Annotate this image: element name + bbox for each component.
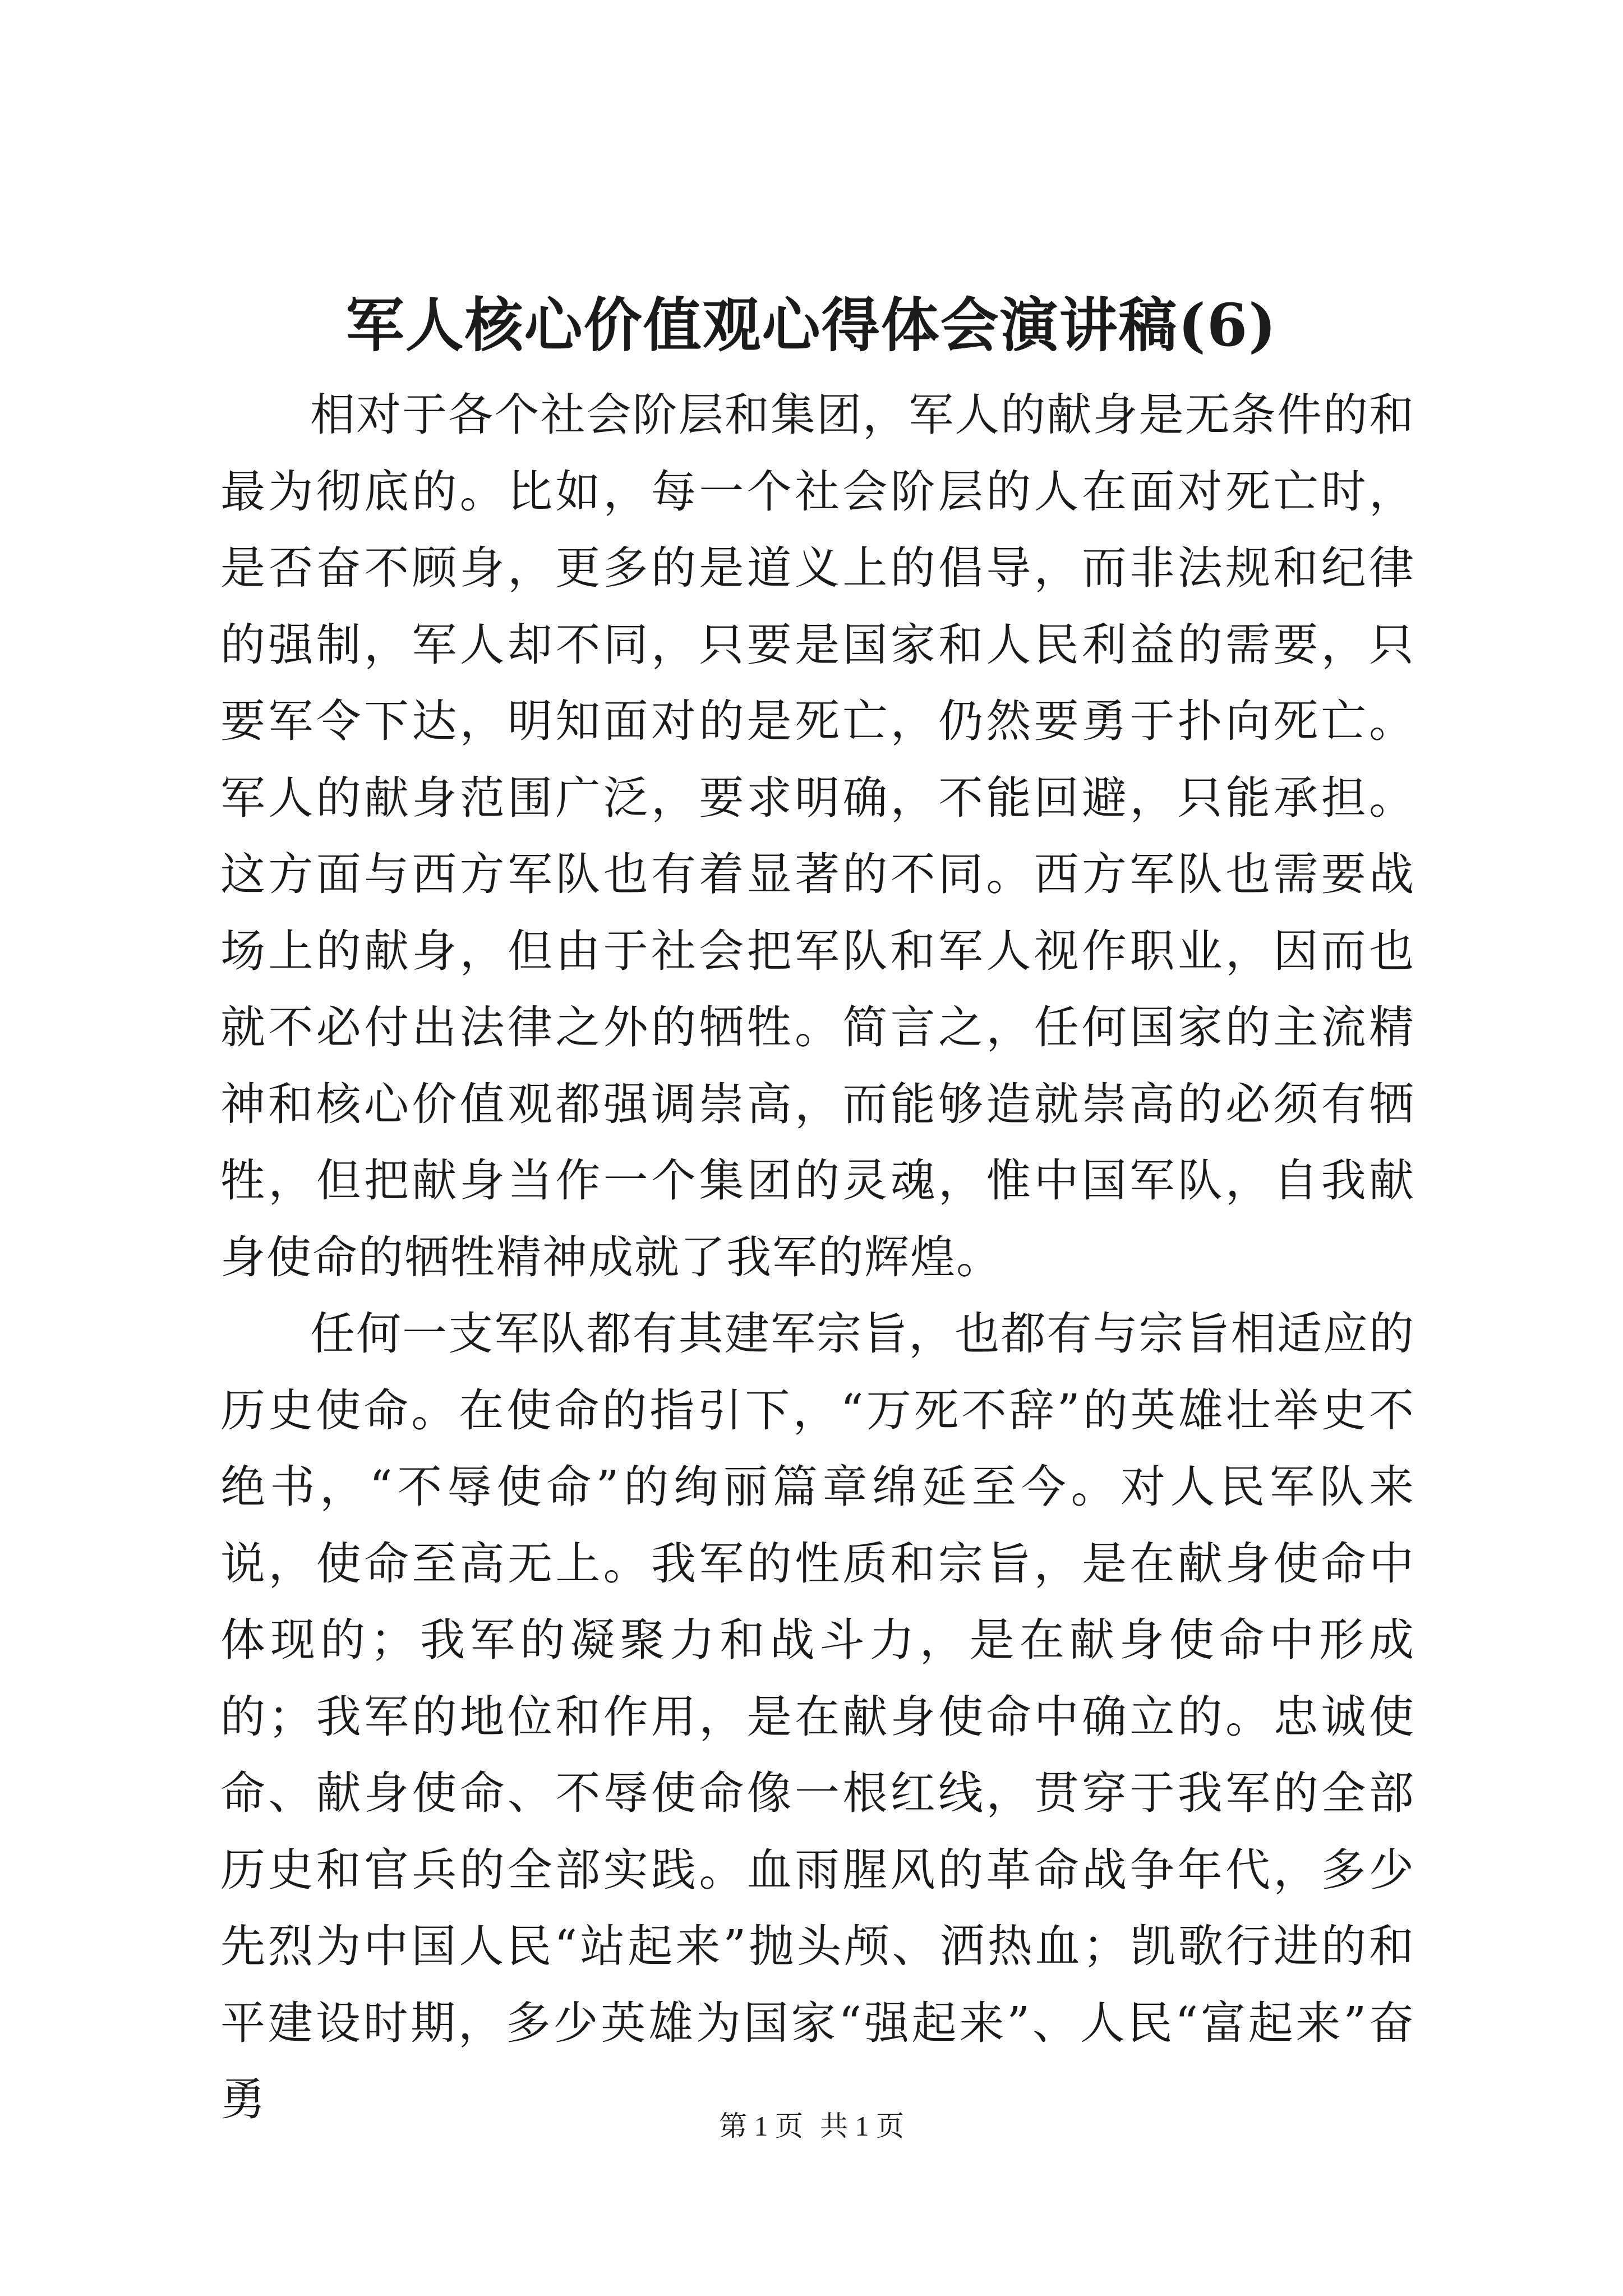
page-footer — [0, 2106, 1623, 2146]
document-body — [220, 377, 1415, 2138]
paragraph-1: 相对于各个社会阶层和集团，军人的献身是无条件的和最为彻底的。比如，每一个社会阶层的人在面对死亡时，是否奋不顾身，更多的是道义上的倡导，而非法规和纪律的强制，军人却不同，只要是国家和人民利益的需要，只要军令下达，明知面对的是死亡，仍然要勇于扑向死亡。军人的献身范围广泛，要求明确，不能回避，只能承担。这方面与西方军队也有着显著的不同。西方军队也需要战场上的献身，但由于社会把军队和军人视作职业，因而也就不必付出法律之外的牺牲。简言之，任何国家的主流精神和核心价值观都强调崇高，而能够造就崇高的必须有牺牲，但把献身当作一个集团的灵魂，惟中国军队，自我献身使命的牺牲精神成就了我军的辉煌。 — [220, 389, 1415, 1283]
document-title: 军人核心价值观心得体会演讲稿(6) — [345, 291, 1278, 360]
page-total: 共 1 页 — [820, 2110, 904, 2142]
paragraph-2: 任何一支军队都有其建军宗旨，也都有与宗旨相适应的历史使命。在使命的指引下，“万死不辞”的英雄壮举史不绝书，“不辱使命”的绚丽篇章绵延至今。对人民军队来说，使命至高无上。我军的性质和宗旨，是在献身使命中体现的；我军的凝聚力和战斗力，是在献身使命中形成的；我军的地位和作用，是在献身使命中确立的。忠诚使命、献身使命、不辱使命像一根红线，贯穿于我军的全部历史和官兵的全部实践。血雨腥风的革命战争年代，多少先烈为中国人民“站起来”抛头颅、洒热血；凯歌行进的和平建设时期，多少英雄为国家“强起来”、人民“富起来”奋勇 — [220, 1308, 1415, 2125]
page-number: 第 1 页 — [719, 2110, 803, 2142]
